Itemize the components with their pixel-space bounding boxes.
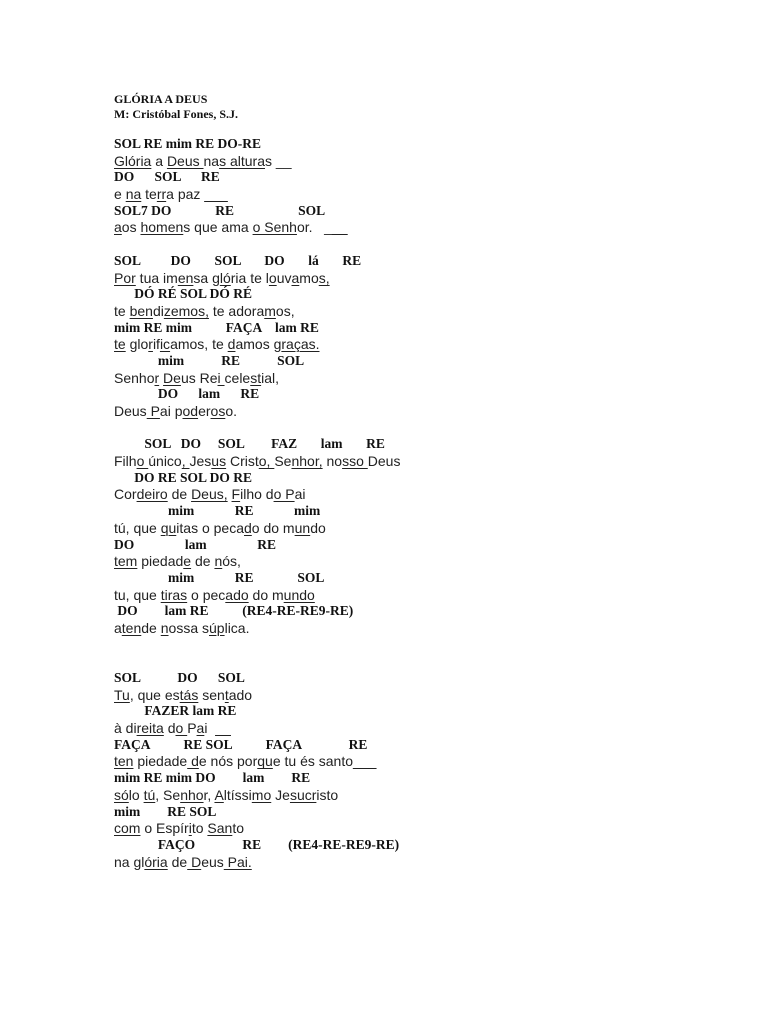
- underlined-syllable: Tu: [114, 686, 130, 703]
- chord-line: FAÇO RE (RE4-RE-RE9-RE): [114, 836, 400, 852]
- stanza-gap: [114, 236, 734, 253]
- underlined-syllable: mo: [251, 786, 272, 803]
- underlined-syllable: st: [250, 369, 262, 386]
- underlined-syllable: un: [294, 519, 311, 536]
- chord-line: mim RE mim DO lam RE: [114, 770, 311, 786]
- underlined-syllable: a: [196, 720, 205, 737]
- lyric-line: à direita do Pai __: [114, 720, 231, 737]
- lyric-line: Cordeiro de Deus, Filho do Pai: [114, 486, 306, 503]
- underlined-syllable: ado: [225, 586, 249, 603]
- underlined-syllable: San: [207, 820, 233, 837]
- chord-line: SOL DO SOL DO lá RE: [114, 252, 362, 268]
- song-author: M: Cristóbal Fones, S.J.: [114, 107, 238, 121]
- underlined-syllable: i: [188, 820, 192, 837]
- lyric-line: te glorificamos, te damos graças.: [114, 336, 320, 353]
- underlined-syllable: reita: [136, 720, 164, 737]
- underlined-syllable: d: [244, 519, 252, 536]
- underlined-syllable: m: [264, 302, 276, 319]
- underlined-syllable: Por: [114, 269, 136, 286]
- chord-line: SOL DO SOL FAZ lam RE: [114, 436, 385, 452]
- underlined-syllable: ben: [129, 302, 153, 319]
- underlined-syllable: ten: [121, 619, 142, 636]
- underlined-syllable: A: [214, 786, 224, 803]
- underlined-syllable: us: [211, 453, 227, 470]
- underlined-syllable: Deus,: [191, 486, 228, 503]
- lyric-line: Glória a Deus nas alturas __: [114, 152, 292, 169]
- chord-line: mim RE SOL: [114, 352, 305, 368]
- underlined-syllable: ___: [204, 186, 228, 203]
- lyric-line: te bendizemos, te adoramos,: [114, 302, 295, 319]
- underlined-syllable: Pai.: [223, 853, 252, 870]
- chord-line: DÓ RÉ SOL DÓ RÉ: [114, 286, 253, 302]
- lyric-line: Senhor Deus Rei celestial,: [114, 369, 280, 386]
- lyric-line: aos homens que ama o Senhor. ___: [114, 219, 348, 236]
- chord-line: DO SOL RE: [114, 169, 220, 185]
- underlined-syllable: sucr: [289, 786, 317, 803]
- underlined-syllable: com: [114, 820, 141, 837]
- song-body: [114, 136, 734, 870]
- underlined-syllable: od: [182, 403, 199, 419]
- underlined-syllable: s,: [318, 269, 330, 286]
- underlined-syllable: Glória: [114, 152, 152, 169]
- underlined-syllable: nhor,: [291, 453, 323, 470]
- underlined-syllable: __: [215, 720, 231, 737]
- underlined-syllable: r: [148, 336, 153, 353]
- underlined-syllable: o Senh: [252, 219, 297, 236]
- underlined-syllable: qu: [160, 519, 177, 536]
- underlined-syllable: zemos,: [163, 302, 209, 319]
- underlined-syllable: rr: [156, 186, 167, 203]
- chord-line: SOL7 DO RE SOL: [114, 202, 326, 218]
- underlined-syllable: o: [175, 720, 188, 737]
- song-sheet: [114, 92, 734, 870]
- stanza-gap: [114, 637, 734, 670]
- underlined-syllable: d: [227, 336, 236, 353]
- lyric-line: Deus Pai poderoso.: [114, 403, 238, 419]
- underlined-syllable: nho: [180, 786, 204, 803]
- chord-line: SOL RE mim RE DO-RE: [114, 136, 262, 151]
- underlined-syllable: r: [154, 369, 160, 386]
- lyric-line: tú, que quitas o pecado do mundo: [114, 519, 326, 536]
- underlined-syllable: ___: [353, 753, 377, 770]
- underlined-syllable: só: [114, 786, 129, 803]
- chord-line: mim RE SOL: [114, 569, 325, 585]
- underlined-syllable: De: [163, 369, 181, 386]
- underlined-syllable: tú: [143, 786, 156, 803]
- underlined-syllable: deiro: [136, 486, 168, 503]
- chord-line: mim RE SOL: [114, 803, 217, 819]
- stanza-gap: [114, 420, 734, 437]
- underlined-syllable: o: [136, 453, 149, 470]
- underlined-syllable: ló: [219, 269, 231, 286]
- underlined-syllable: i: [217, 369, 225, 386]
- underlined-syllable: s altura: [219, 152, 266, 169]
- underlined-syllable: na: [125, 186, 142, 203]
- chord-line: mim RE mim: [114, 503, 321, 519]
- lyric-line: tem piedade de nós,: [114, 553, 241, 570]
- underlined-syllable: tiras: [160, 586, 188, 603]
- chord-line: FAÇA RE SOL FAÇA RE: [114, 736, 368, 752]
- underlined-syllable: te: [114, 336, 126, 353]
- underlined-syllable: a: [291, 269, 300, 286]
- lyric-line: ten piedade de nós porque tu és santo___: [114, 753, 377, 770]
- underlined-syllable: en: [177, 269, 194, 286]
- lyric-line: na glória de Deus Pai.: [114, 853, 252, 870]
- underlined-syllable: e: [183, 553, 192, 570]
- underlined-syllable: qu: [257, 753, 273, 770]
- lyric-line: tu, que tiras o pecado do mundo: [114, 586, 315, 603]
- chord-line: DO RE SOL DO RE: [114, 469, 253, 485]
- underlined-syllable: t: [224, 686, 229, 703]
- underlined-syllable: ,: [181, 453, 190, 470]
- chord-line: SOL DO SOL: [114, 670, 245, 686]
- header-spacer: [114, 122, 734, 136]
- underlined-syllable: tem: [114, 553, 138, 570]
- underlined-syllable: úp: [209, 619, 225, 636]
- underlined-syllable: F: [231, 486, 241, 503]
- underlined-syllable: homen: [140, 219, 184, 236]
- underlined-syllable: tás: [179, 686, 199, 703]
- chord-line: DO lam RE (RE4-RE-RE9-RE): [114, 603, 354, 619]
- underlined-syllable: n: [160, 619, 169, 636]
- chord-line: DO lam RE: [114, 386, 260, 402]
- lyric-line: Filho único, Jesus Cristo, Senhor, nosso Deus: [114, 453, 401, 470]
- underlined-syllable: raças.: [281, 336, 320, 353]
- underlined-syllable: __: [331, 219, 348, 236]
- lyric-line: Por tua imensa glória te louvamos,: [114, 269, 330, 286]
- underlined-syllable: o,: [258, 453, 275, 470]
- underlined-syllable: undo: [283, 586, 315, 603]
- lyric-line: Tu, que estás sentado: [114, 686, 253, 703]
- chord-line: mim RE mim FAÇA lam RE: [114, 319, 319, 335]
- chord-line: FAZER lam RE: [114, 703, 237, 719]
- lyric-line: sólo tú, Senhor, Altíssimo Jesucristo: [114, 786, 339, 803]
- underlined-syllable: P: [146, 403, 160, 419]
- underlined-syllable: ten: [114, 753, 134, 770]
- underlined-syllable: a: [114, 219, 122, 236]
- underlined-syllable: o P: [273, 486, 295, 503]
- underlined-syllable: sso: [342, 453, 368, 470]
- chord-line: DO lam RE: [114, 536, 276, 552]
- song-title: GLÓRIA A DEUS: [114, 92, 208, 106]
- lyric-line: e na terra paz ___: [114, 186, 228, 203]
- underlined-syllable: D: [187, 853, 202, 870]
- underlined-syllable: o: [268, 269, 277, 286]
- underlined-syllable: d: [187, 753, 199, 770]
- lyric-line: com o Espírito Santo: [114, 820, 245, 837]
- underlined-syllable: ic: [159, 336, 171, 353]
- underlined-syllable: ória: [144, 853, 168, 870]
- underlined-syllable: os: [210, 403, 226, 419]
- underlined-syllable: n: [214, 553, 223, 570]
- underlined-syllable: Deus: [166, 152, 204, 169]
- lyric-line: atende nossa súplica.: [114, 619, 250, 636]
